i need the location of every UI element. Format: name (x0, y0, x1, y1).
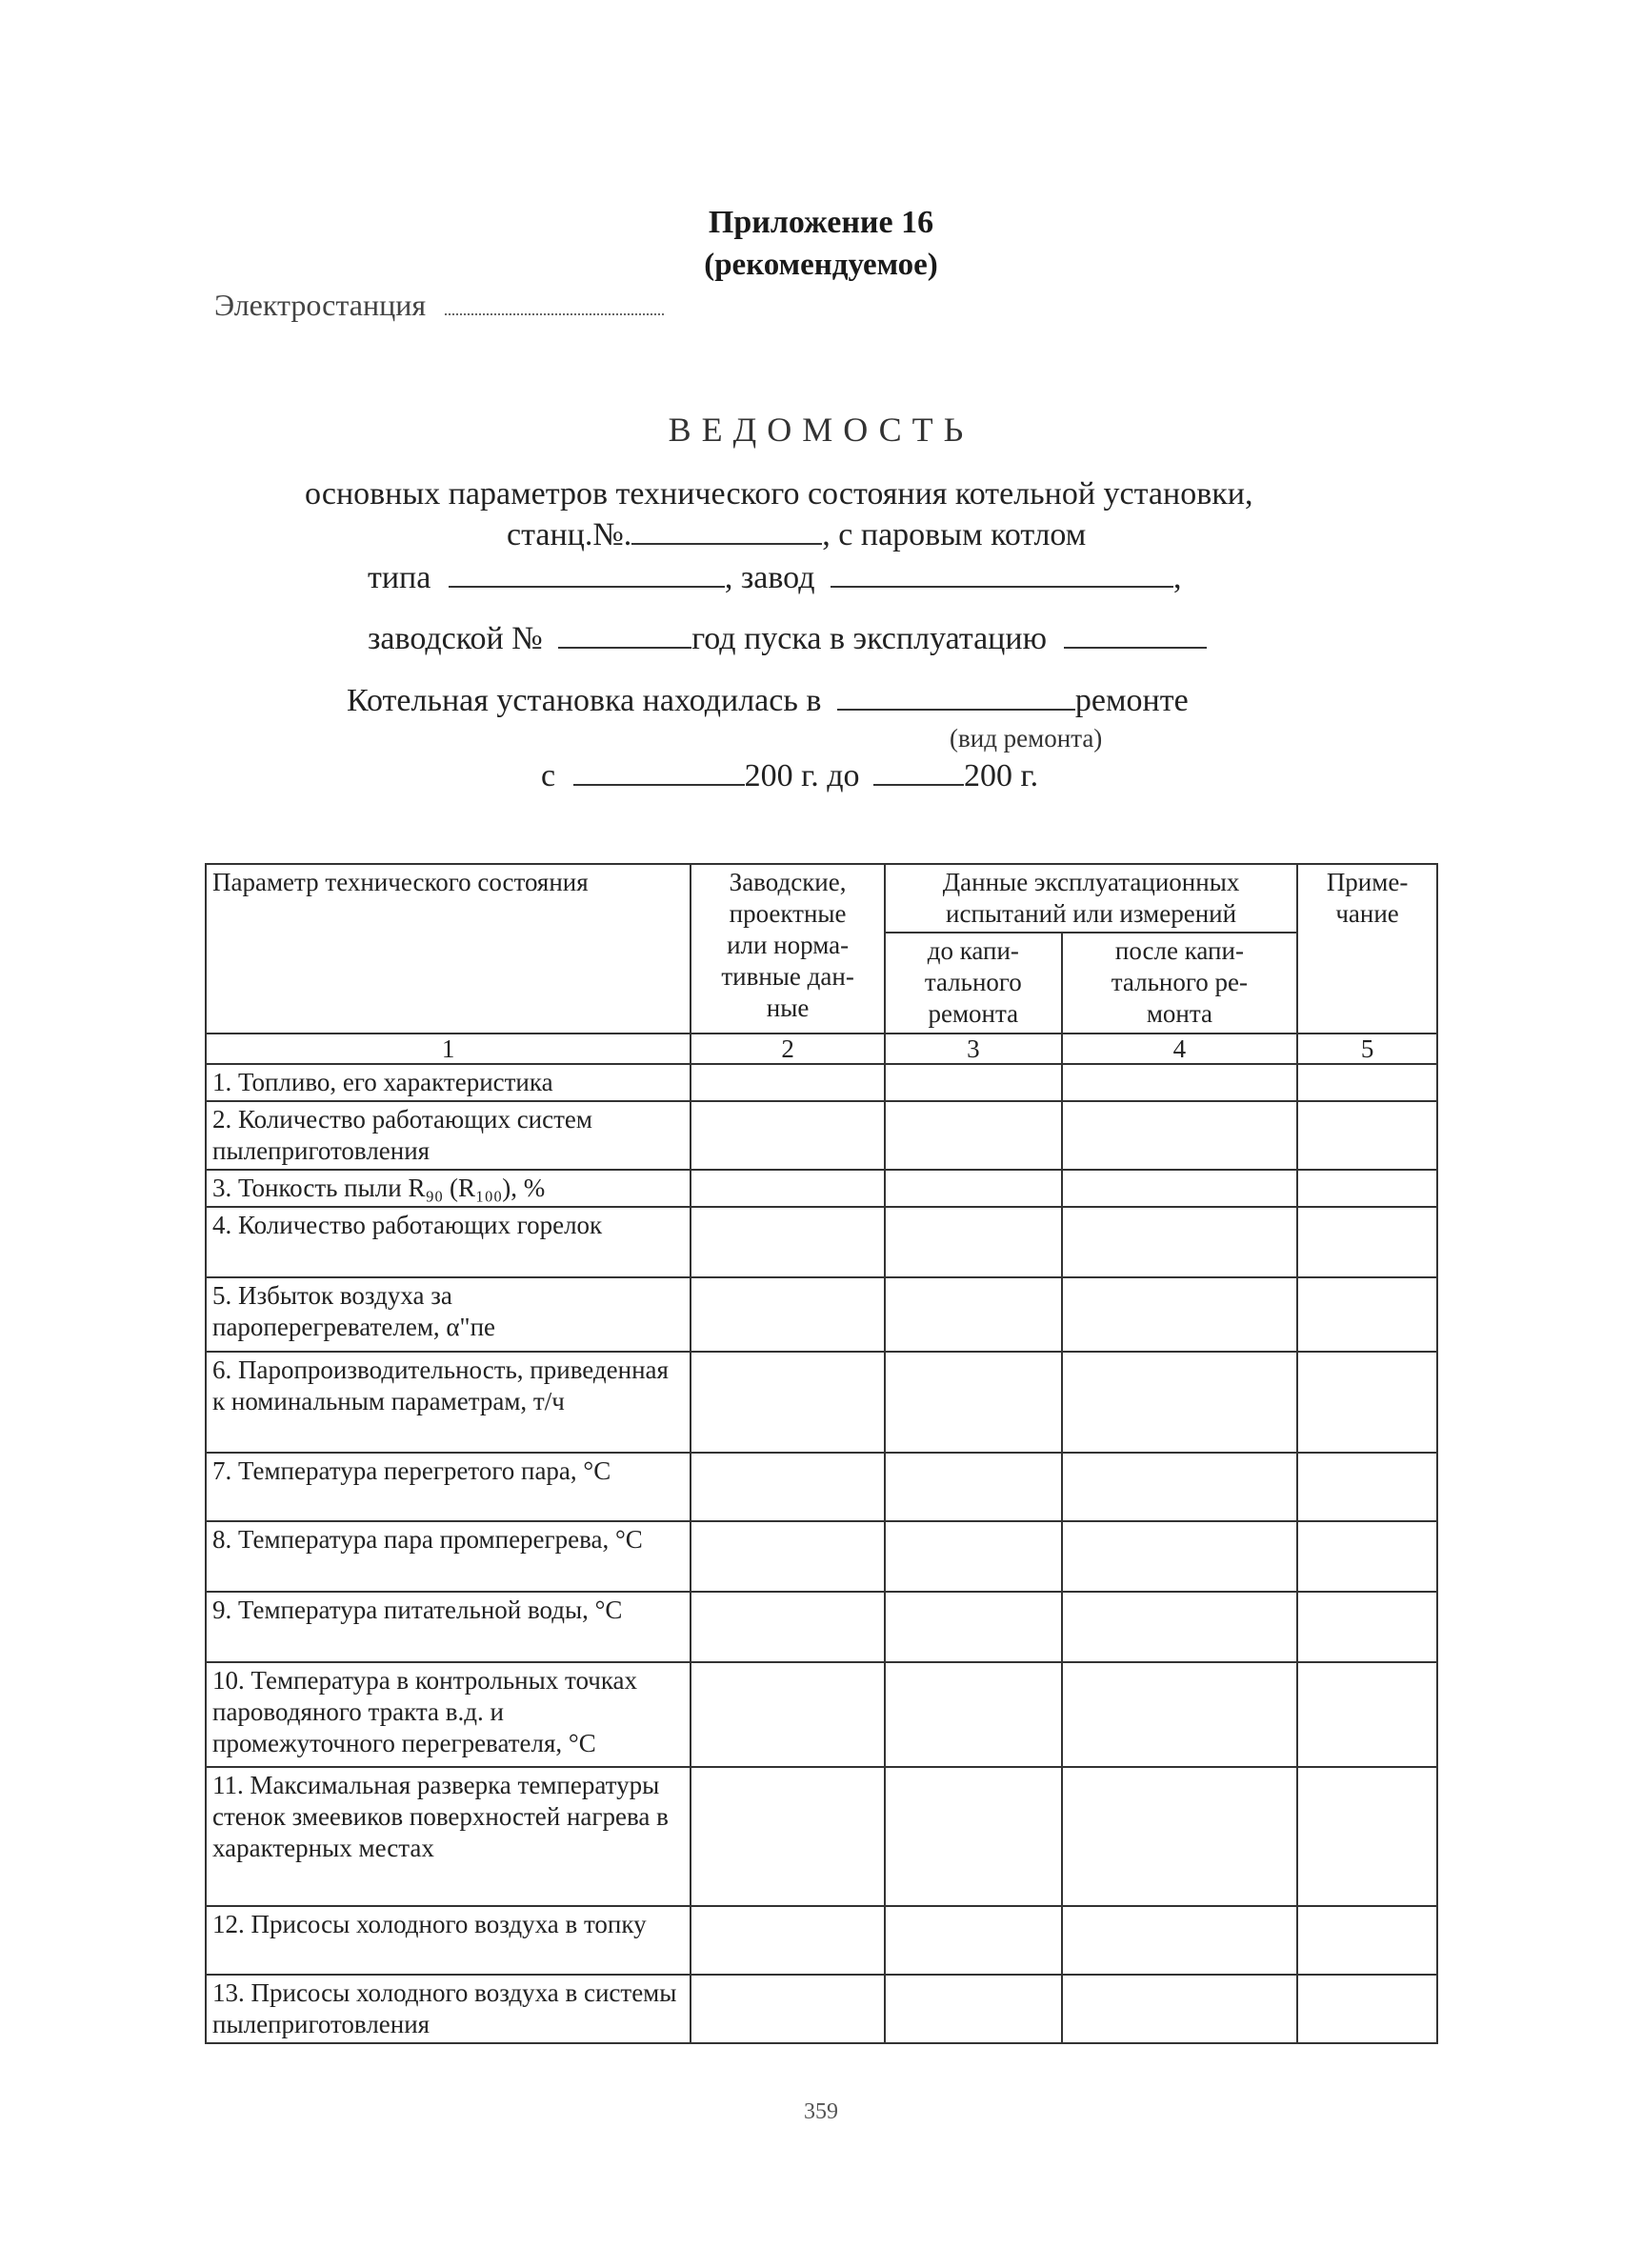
value-cell[interactable] (1062, 1170, 1297, 1207)
table-row (206, 1975, 1437, 2043)
statement-line-4 (368, 621, 1207, 657)
repair-label: Котельная установка находилась в (347, 683, 822, 718)
table-row (206, 1101, 1437, 1170)
value-cell[interactable] (885, 1521, 1062, 1592)
statement-line-3 (368, 560, 1182, 596)
value-cell[interactable] (691, 1453, 885, 1521)
from-year: 200 г. до (744, 758, 860, 793)
repair-suffix: ремонте (1074, 683, 1189, 718)
value-cell[interactable] (1297, 1592, 1437, 1662)
value-cell[interactable] (885, 1662, 1062, 1767)
statement-title: ВЕДОМОСТЬ (668, 411, 974, 449)
parameter-cell: 13. Присосы холодного воздуха в системы пылеприготовления (206, 1975, 691, 2043)
table-row (206, 1352, 1437, 1453)
table-row (206, 1592, 1437, 1662)
value-cell[interactable] (885, 1767, 1062, 1906)
value-cell[interactable] (1062, 1592, 1297, 1662)
parameter-cell: 3. Тонкость пыли R₉₀ (R₁₀₀), % (206, 1170, 691, 1207)
value-cell[interactable] (1062, 1277, 1297, 1352)
station-blank (445, 312, 664, 315)
value-cell[interactable] (691, 1101, 885, 1170)
station-number-blank (631, 542, 822, 545)
value-cell[interactable] (1297, 1662, 1437, 1767)
value-cell[interactable] (1297, 1207, 1437, 1277)
value-cell[interactable] (1062, 1521, 1297, 1592)
commission-year-blank (1064, 646, 1207, 649)
value-cell[interactable] (885, 1592, 1062, 1662)
value-cell[interactable] (1297, 1277, 1437, 1352)
value-cell[interactable] (691, 1352, 885, 1453)
value-cell[interactable] (885, 1207, 1062, 1277)
page-number: 359 (804, 2099, 838, 2124)
table-row (206, 1767, 1437, 1906)
value-cell[interactable] (691, 1170, 885, 1207)
value-cell[interactable] (885, 1101, 1062, 1170)
type-label: типа (368, 560, 431, 595)
value-cell[interactable] (691, 1521, 885, 1592)
value-cell[interactable] (691, 1592, 885, 1662)
plant-label: , завод (724, 560, 815, 595)
to-year: 200 г. (964, 758, 1039, 793)
value-cell[interactable] (1297, 1352, 1437, 1453)
value-cell[interactable] (1062, 1906, 1297, 1975)
parameter-cell: 5. Избыток воздуха за пароперегревателем, α"пе (206, 1277, 691, 1352)
value-cell[interactable] (1297, 1064, 1437, 1101)
column-number: 3 (885, 1034, 1062, 1064)
header-row-1 (206, 864, 1437, 933)
to-date-blank (873, 783, 964, 786)
table-row (206, 1521, 1437, 1592)
value-cell[interactable] (1062, 1101, 1297, 1170)
station-number-label: станц.№. (507, 517, 632, 552)
value-cell[interactable] (1297, 1975, 1437, 2043)
table-row (206, 1453, 1437, 1521)
value-cell[interactable] (1062, 1207, 1297, 1277)
column-numbers-row (206, 1034, 1437, 1064)
table-row (206, 1064, 1437, 1101)
value-cell[interactable] (1297, 1906, 1437, 1975)
header-before-repair: до капи- тального ремонта (885, 933, 1062, 1034)
boiler-label: , с паровым котлом (822, 517, 1087, 552)
statement-line-2 (507, 517, 1086, 553)
value-cell[interactable] (1297, 1767, 1437, 1906)
header-note: Приме- чание (1297, 864, 1437, 1034)
repair-type-note: (вид ремонта) (950, 724, 1103, 753)
station-label: Электростанция (214, 288, 427, 322)
statement-line-1: основных параметров технического состояния котельной установки, (305, 476, 1253, 512)
parameter-cell: 2. Количество работающих систем пылеприготовления (206, 1101, 691, 1170)
value-cell[interactable] (885, 1975, 1062, 2043)
type-blank (449, 585, 725, 588)
value-cell[interactable] (885, 1170, 1062, 1207)
value-cell[interactable] (691, 1767, 885, 1906)
value-cell[interactable] (691, 1906, 885, 1975)
appendix-subtitle: (рекомендуемое) (704, 248, 938, 282)
parameter-cell: 7. Температура перегретого пара, °С (206, 1453, 691, 1521)
value-cell[interactable] (885, 1352, 1062, 1453)
parameter-cell: 11. Максимальная разверка температуры стенок змеевиков поверхностей нагрева в характерных местах (206, 1767, 691, 1906)
table-row (206, 1207, 1437, 1277)
parameter-cell: 1. Топливо, его характеристика (206, 1064, 691, 1101)
value-cell[interactable] (1062, 1662, 1297, 1767)
value-cell[interactable] (1297, 1453, 1437, 1521)
parameter-cell: 12. Присосы холодного воздуха в топку (206, 1906, 691, 1975)
value-cell[interactable] (885, 1906, 1062, 1975)
value-cell[interactable] (1062, 1352, 1297, 1453)
value-cell[interactable] (885, 1064, 1062, 1101)
header-parameter: Параметр технического состояния (206, 864, 691, 1034)
column-number: 2 (691, 1034, 885, 1064)
value-cell[interactable] (885, 1453, 1062, 1521)
parameter-cell: 9. Температура питательной воды, °С (206, 1592, 691, 1662)
column-number: 4 (1062, 1034, 1297, 1064)
value-cell[interactable] (691, 1064, 885, 1101)
header-operational-data: Данные эксплуатационных испытаний или измерений (885, 864, 1297, 933)
plant-blank (831, 585, 1173, 588)
parameter-cell: 4. Количество работающих горелок (206, 1207, 691, 1277)
commission-year-label: год пуска в эксплуатацию (691, 621, 1047, 656)
parameter-cell: 10. Температура в контрольных точках пароводяного тракта в.д. и промежуточного перегревателя, °С (206, 1662, 691, 1767)
column-number: 5 (1297, 1034, 1437, 1064)
table-row (206, 1906, 1437, 1975)
comma: , (1173, 560, 1182, 595)
value-cell[interactable] (1297, 1521, 1437, 1592)
value-cell[interactable] (885, 1277, 1062, 1352)
from-label: с (541, 758, 556, 793)
value-cell[interactable] (691, 1207, 885, 1277)
parameters-table (205, 863, 1438, 2044)
statement-line-5 (347, 683, 1189, 719)
serial-blank (558, 646, 691, 649)
serial-label: заводской № (368, 621, 543, 656)
repair-type-blank (837, 708, 1075, 711)
from-date-blank (573, 783, 745, 786)
statement-line-6 (541, 758, 1038, 794)
table-row (206, 1170, 1437, 1207)
header-design-data: Заводские, проектные или норма- тивные дан- ные (691, 864, 885, 1034)
value-cell[interactable] (1062, 1767, 1297, 1906)
parameter-cell: 6. Паропроизводительность, приведенная к номинальным параметрам, т/ч (206, 1352, 691, 1453)
value-cell[interactable] (1297, 1101, 1437, 1170)
value-cell[interactable] (1297, 1170, 1437, 1207)
value-cell[interactable] (1062, 1453, 1297, 1521)
appendix-title: Приложение 16 (708, 205, 934, 240)
value-cell[interactable] (691, 1975, 885, 2043)
value-cell[interactable] (691, 1277, 885, 1352)
header-after-repair: после капи- тального ре- монта (1062, 933, 1297, 1034)
column-number: 1 (206, 1034, 691, 1064)
station-line (214, 288, 664, 323)
table-row (206, 1662, 1437, 1767)
value-cell[interactable] (1062, 1064, 1297, 1101)
value-cell[interactable] (691, 1662, 885, 1767)
value-cell[interactable] (1062, 1975, 1297, 2043)
parameter-cell: 8. Температура пара промперегрева, °С (206, 1521, 691, 1592)
table-row (206, 1277, 1437, 1352)
